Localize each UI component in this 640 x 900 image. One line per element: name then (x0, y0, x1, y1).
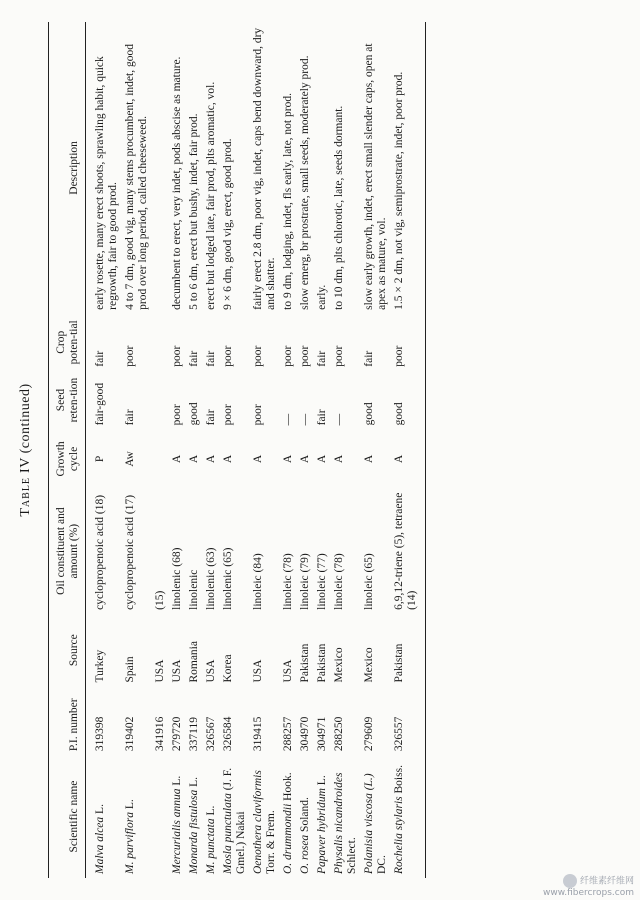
cell-growth-cycle (152, 429, 169, 488)
caption-label: Table (18, 476, 33, 517)
table-row (122, 22, 152, 878)
cell-description: erect but lodged late, fair prod, plts aromatic, vol. (205, 81, 217, 310)
cell-scientific-name (122, 755, 152, 878)
table-row (186, 22, 203, 878)
cell-source: Korea (222, 654, 234, 683)
cell-crop-potential (152, 314, 169, 371)
cell-description: 5 to 6 dm, erect but bushy, indet, fair prod. (188, 113, 200, 310)
cell-description: early rosette, many erect shoots, sprawling habit, quick regrowth, fair to good prod. (94, 56, 119, 310)
cell-description: to 10 dm, plts chlorotic, late, seeds dormant. (333, 105, 345, 310)
cell-growth-cycle: A (171, 454, 183, 464)
cell-crop-potential: fair (188, 350, 200, 367)
cell-growth-cycle: P (94, 455, 106, 463)
cell-source: Romania (188, 641, 200, 683)
table-row (331, 22, 361, 878)
table-row (250, 22, 280, 878)
cell-seed-retention: good (363, 402, 375, 426)
species-author: Hook. (282, 772, 294, 801)
cell-scientific-name (152, 755, 169, 878)
cell-oil-constituent: linoleic (79) (299, 553, 311, 610)
cell-scientific-name (391, 755, 426, 878)
cell-crop-potential: fair (363, 350, 375, 367)
watermark-line2: www.fibercrops.com (543, 888, 634, 898)
species-author: L. (205, 805, 217, 816)
cell-growth-cycle: A (205, 454, 217, 464)
cell-pi-number: 279720 (171, 716, 183, 752)
cell-description: 4 to 7 dm, good vig, many stems procumbent, indet, good prod over long period, called cheeseweed. (124, 44, 149, 310)
species-name: O. rosea (299, 834, 311, 874)
watermark-line1: 纤维素纤维网 (579, 876, 634, 887)
cell-crop-potential: fair (316, 350, 328, 367)
cell-oil-constituent: cyclopropenoic acid (17) (124, 494, 136, 610)
col-crop-potential: Crop poten-tial (49, 314, 86, 371)
cell-growth-cycle: A (333, 454, 345, 464)
table-caption (18, 0, 34, 900)
cell-source: USA (205, 659, 217, 683)
col-seed-retention: Seed reten-tion (49, 371, 86, 430)
species-author: L. (171, 775, 183, 786)
cell-oil-constituent: linolenic (65) (222, 547, 234, 610)
cell-pi-number: 304971 (316, 716, 328, 752)
cell-scientific-name (220, 755, 250, 878)
table-row (297, 22, 314, 878)
cell-description: to 9 dm, lodging, indet, fls early, late, not prod. (282, 93, 294, 310)
cell-pi-number: 337119 (188, 717, 200, 752)
cell-pi-number: 326557 (391, 687, 426, 756)
cell-scientific-name (314, 755, 331, 878)
cell-growth-cycle: A (316, 454, 328, 464)
table-row (169, 22, 186, 878)
cell-pi-number: 326584 (222, 716, 234, 752)
cell-crop-potential: poor (124, 345, 136, 367)
cell-crop-potential: poor (333, 345, 345, 367)
cell-crop-potential: poor (222, 345, 234, 367)
cell-oil-constituent: linolenic (63) (205, 547, 217, 610)
cell-scientific-name (280, 755, 297, 878)
table-row (203, 22, 220, 878)
cell-crop-potential: poor (171, 345, 183, 367)
species-author: L. (316, 775, 328, 786)
species-author: DC. (376, 855, 388, 874)
cell-seed-retention (152, 371, 169, 430)
cell-description: early. (316, 284, 328, 310)
species-name: Malva alcea (94, 816, 106, 874)
cell-seed-retention: — (333, 413, 345, 426)
cell-pi-number: 319398 (94, 716, 106, 752)
species-name: Mosla punctulata (222, 793, 234, 874)
cell-growth-cycle: A (282, 454, 294, 464)
cell-seed-retention: fair (205, 409, 217, 426)
cell-description: 9 × 6 dm, good vig, erect, good prod. (222, 138, 234, 310)
cell-seed-retention: good (188, 402, 200, 426)
cell-scientific-name (169, 755, 186, 878)
cell-seed-retention: poor (252, 404, 264, 426)
cell-crop-potential: poor (282, 345, 294, 367)
cell-growth-cycle: A (222, 454, 234, 464)
species-name: Rochelia stylaris (393, 796, 405, 874)
cell-growth-cycle: A (252, 454, 264, 464)
table-row (391, 22, 426, 878)
cell-growth-cycle: A (188, 454, 200, 464)
table-row (86, 22, 123, 878)
species-author: (J. F. Gmel.) Nakai (222, 767, 247, 874)
col-oil-constituent: Oil constituent and amount (%) (49, 488, 86, 613)
cell-scientific-name (361, 755, 391, 878)
header-row (49, 22, 86, 878)
table-row (220, 22, 250, 878)
cell-source: Turkey (94, 649, 106, 683)
cell-growth-cycle: A (391, 429, 426, 488)
cell-description: slow early growth, indet, erect small slender caps, open at apex as mature, vol. (363, 43, 388, 310)
col-scientific-name: Scientific name (49, 755, 86, 878)
cell-seed-retention: fair-good (94, 382, 106, 426)
cell-scientific-name (331, 755, 361, 878)
species-author: Schlect. (346, 837, 358, 874)
cell-oil-constituent: linoleic (78) (282, 553, 294, 610)
watermark-logo-icon (563, 874, 577, 888)
table-row (280, 22, 297, 878)
species-name: Physalis nicandroides (333, 772, 345, 874)
species-author: L. (188, 776, 200, 787)
cell-source: Mexico (333, 647, 345, 683)
cell-source: Pakistan (299, 643, 311, 683)
table-row (361, 22, 391, 878)
cell-source: Spain (124, 656, 136, 683)
cell-growth-cycle: Aw (124, 451, 136, 467)
cell-seed-retention: good (391, 371, 426, 430)
cell-scientific-name (297, 755, 314, 878)
caption-note: (continued) (18, 383, 33, 454)
species-author: Soland. (299, 797, 311, 832)
table-row (314, 22, 331, 878)
cell-description: slow emerg, br prostrate, small seeds, moderately prod. (299, 55, 311, 310)
data-table (48, 22, 426, 878)
cell-crop-potential: poor (391, 314, 426, 371)
cell-crop-potential: fair (94, 350, 106, 367)
col-source: Source (49, 614, 86, 687)
cell-description: decumbent to erect, very indet, pods abscise as mature. (171, 56, 183, 310)
cell-source: Mexico (363, 647, 375, 683)
cell-source: Pakistan (316, 643, 328, 683)
cell-source: Pakistan (391, 614, 426, 687)
col-pi-number: P.I. number (49, 687, 86, 756)
species-name: M. punctata (205, 818, 217, 874)
cell-pi-number: 326567 (205, 716, 217, 752)
cell-pi-number: 319402 (124, 716, 136, 752)
col-description: Description (49, 22, 86, 314)
cell-seed-retention: — (282, 413, 294, 426)
species-name: Monarda fistulosa (188, 789, 200, 874)
cell-pi-number: 288257 (282, 716, 294, 752)
species-name: O. drummondii (282, 803, 294, 874)
species-name: Papaver hybridum (316, 788, 328, 874)
cell-description: 1.5 × 2 dm, not vig, semiprostrate, indet, poor prod. (391, 22, 426, 314)
species-author: Boiss. (393, 765, 405, 794)
cell-oil-constituent: linolenic (188, 569, 200, 610)
cell-oil-constituent: linoleic (78) (333, 553, 345, 610)
cell-scientific-name (250, 755, 280, 878)
cell-description: fairly erect 2.8 dm, poor vig, indet, caps bend downward, dry and shatter. (252, 27, 277, 310)
cell-pi-number: 304970 (299, 716, 311, 752)
cell-seed-retention: fair (316, 409, 328, 426)
cell-seed-retention: poor (222, 404, 234, 426)
cell-scientific-name (186, 755, 203, 878)
cell-source: USA (252, 659, 264, 683)
species-name: Polanisia viscosa (L.) (363, 773, 375, 874)
species-name: Mercurialis annua (171, 788, 183, 874)
cell-source: USA (282, 659, 294, 683)
table-body (86, 22, 426, 878)
cell-crop-potential: fair (205, 350, 217, 367)
species-author: L. (124, 799, 136, 810)
cell-scientific-name (86, 755, 123, 878)
cell-growth-cycle: A (299, 454, 311, 464)
cell-oil-constituent: linoleic (77) (316, 553, 328, 610)
col-growth-cycle: Growth cycle (49, 429, 86, 488)
cell-pi-number: 319415 (252, 716, 264, 752)
cell-crop-potential: poor (252, 345, 264, 367)
cell-pi-number: 288250 (333, 716, 345, 752)
table-row (152, 22, 169, 878)
cell-pi-number: 341916 (154, 716, 166, 752)
watermark (504, 874, 634, 896)
cell-growth-cycle: A (363, 454, 375, 464)
cell-pi-number: 279609 (363, 716, 375, 752)
species-name: Oenothera claviformis (252, 770, 264, 874)
cell-oil-constituent: cyclopropenoic acid (18) (94, 494, 106, 610)
cell-source: USA (154, 659, 166, 683)
cell-seed-retention: — (299, 413, 311, 426)
cell-scientific-name (203, 755, 220, 878)
cell-seed-retention: poor (171, 404, 183, 426)
cell-oil-constituent: 6,9,12-triene (5), tetraene (14) (391, 488, 426, 613)
cell-source: USA (171, 659, 183, 683)
cell-oil-constituent: linoleic (65) (363, 553, 375, 610)
cell-oil-constituent: linoleic (84) (252, 553, 264, 610)
cell-oil-constituent: linolenic (68) (171, 547, 183, 610)
cell-seed-retention: fair (124, 409, 136, 426)
caption-number: IV (18, 457, 33, 473)
species-name: M. parviflora (124, 812, 136, 874)
cell-crop-potential: poor (299, 345, 311, 367)
species-author: L. (94, 804, 106, 814)
cell-oil-constituent: (15) (154, 590, 166, 610)
cell-description (152, 22, 169, 314)
species-author: Torr. & Frem. (265, 810, 277, 874)
